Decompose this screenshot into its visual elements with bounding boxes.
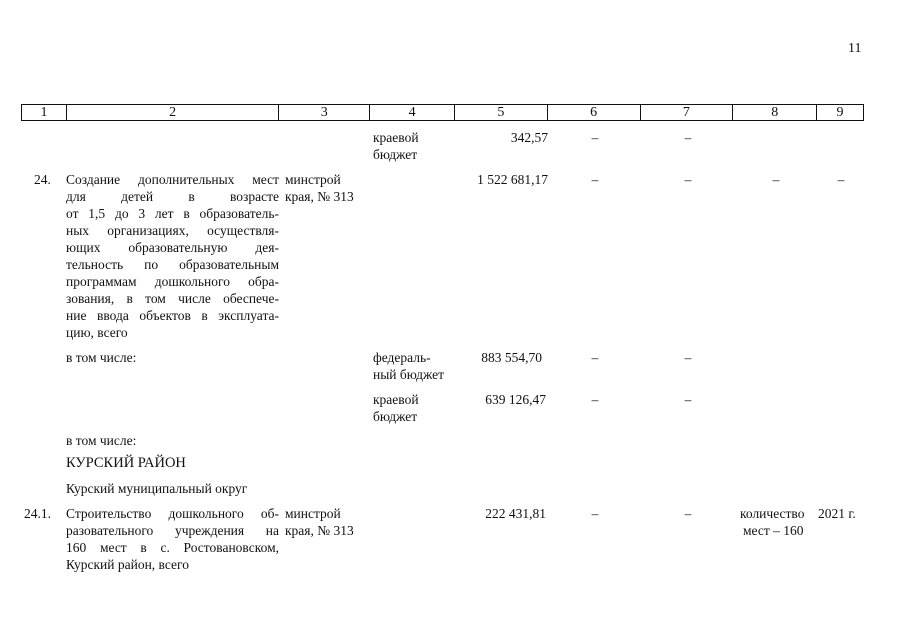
executor-cell: края, № 313 bbox=[285, 189, 354, 204]
header-cell: 8 bbox=[733, 105, 817, 120]
dash-cell: – bbox=[591, 172, 599, 187]
dash-cell: – bbox=[591, 506, 599, 521]
executor-cell: края, № 313 bbox=[285, 523, 354, 538]
dash-cell: – bbox=[591, 350, 599, 365]
row-description-line: Создание дополнительных мест bbox=[66, 172, 279, 187]
row-description-line: для детей в возрасте bbox=[66, 189, 279, 204]
amount-cell: 222 431,81 bbox=[485, 506, 546, 521]
row-number: 24. bbox=[34, 172, 51, 187]
header-cell: 6 bbox=[548, 105, 641, 120]
funding-source: бюджет bbox=[373, 147, 418, 162]
funding-source: бюджет bbox=[373, 409, 418, 424]
dash-cell: – bbox=[684, 392, 692, 407]
indicator-cell: количество bbox=[740, 506, 805, 521]
table-header-row bbox=[21, 104, 864, 121]
row-description-line: от 1,5 до 3 лет в образователь- bbox=[66, 206, 279, 221]
row-description-line: ющих образовательную дея- bbox=[66, 240, 279, 255]
row-description-line: разовательного учреждения на bbox=[66, 523, 279, 538]
funding-source: ный бюджет bbox=[373, 367, 445, 382]
amount-cell: 883 554,70 bbox=[481, 350, 542, 365]
dash-cell: – bbox=[684, 506, 692, 521]
header-cell: 9 bbox=[836, 105, 844, 120]
row-description-line: зования, в том числе обеспече- bbox=[66, 291, 279, 306]
district-heading: КУРСКИЙ РАЙОН bbox=[66, 455, 186, 471]
executor-cell: минстрой bbox=[285, 172, 341, 187]
dash-cell: – bbox=[591, 392, 599, 407]
row-description-line: программам дошкольного обра- bbox=[66, 274, 279, 289]
amount-cell: 639 126,47 bbox=[485, 392, 546, 407]
funding-source: краевой bbox=[373, 392, 419, 407]
amount-cell: 1 522 681,17 bbox=[477, 172, 548, 187]
okrug-heading: Курский муниципальный округ bbox=[66, 481, 248, 496]
row-description-line: тельность по образовательным bbox=[66, 257, 279, 272]
funding-source: федераль- bbox=[373, 350, 431, 365]
indicator-cell: мест – 160 bbox=[743, 523, 804, 538]
header-cell: 4 bbox=[370, 105, 455, 120]
dash-cell: – bbox=[837, 172, 845, 187]
dash-cell: – bbox=[684, 350, 692, 365]
dash-cell: – bbox=[772, 172, 780, 187]
row-description-line: цию, всего bbox=[66, 325, 128, 340]
row-description-line: Строительство дошкольного об- bbox=[66, 506, 279, 521]
amount-cell: 342,57 bbox=[510, 130, 548, 145]
executor-cell: минстрой bbox=[285, 506, 341, 521]
year-cell: 2021 г. bbox=[818, 506, 856, 521]
dash-cell: – bbox=[591, 130, 599, 145]
funding-source: краевой bbox=[373, 130, 419, 145]
subheading: в том числе: bbox=[66, 350, 137, 365]
page-number: 11 bbox=[848, 41, 862, 56]
dash-cell: – bbox=[684, 172, 692, 187]
header-cell: 7 bbox=[641, 105, 734, 120]
header-cell: 1 bbox=[22, 105, 67, 120]
row-number: 24.1. bbox=[24, 506, 51, 521]
dash-cell: – bbox=[684, 130, 692, 145]
header-cell: 2 bbox=[67, 105, 280, 120]
row-description-line: ние ввода объектов в эксплуата- bbox=[66, 308, 279, 323]
row-description-line: 160 мест в с. Ростовановском, bbox=[66, 540, 279, 555]
row-description-line: Курский район, всего bbox=[66, 557, 189, 572]
subheading: в том числе: bbox=[66, 433, 137, 448]
header-cell: 3 bbox=[279, 105, 370, 120]
header-cell: 5 bbox=[455, 105, 548, 120]
row-description-line: ных организациях, осуществля- bbox=[66, 223, 279, 238]
